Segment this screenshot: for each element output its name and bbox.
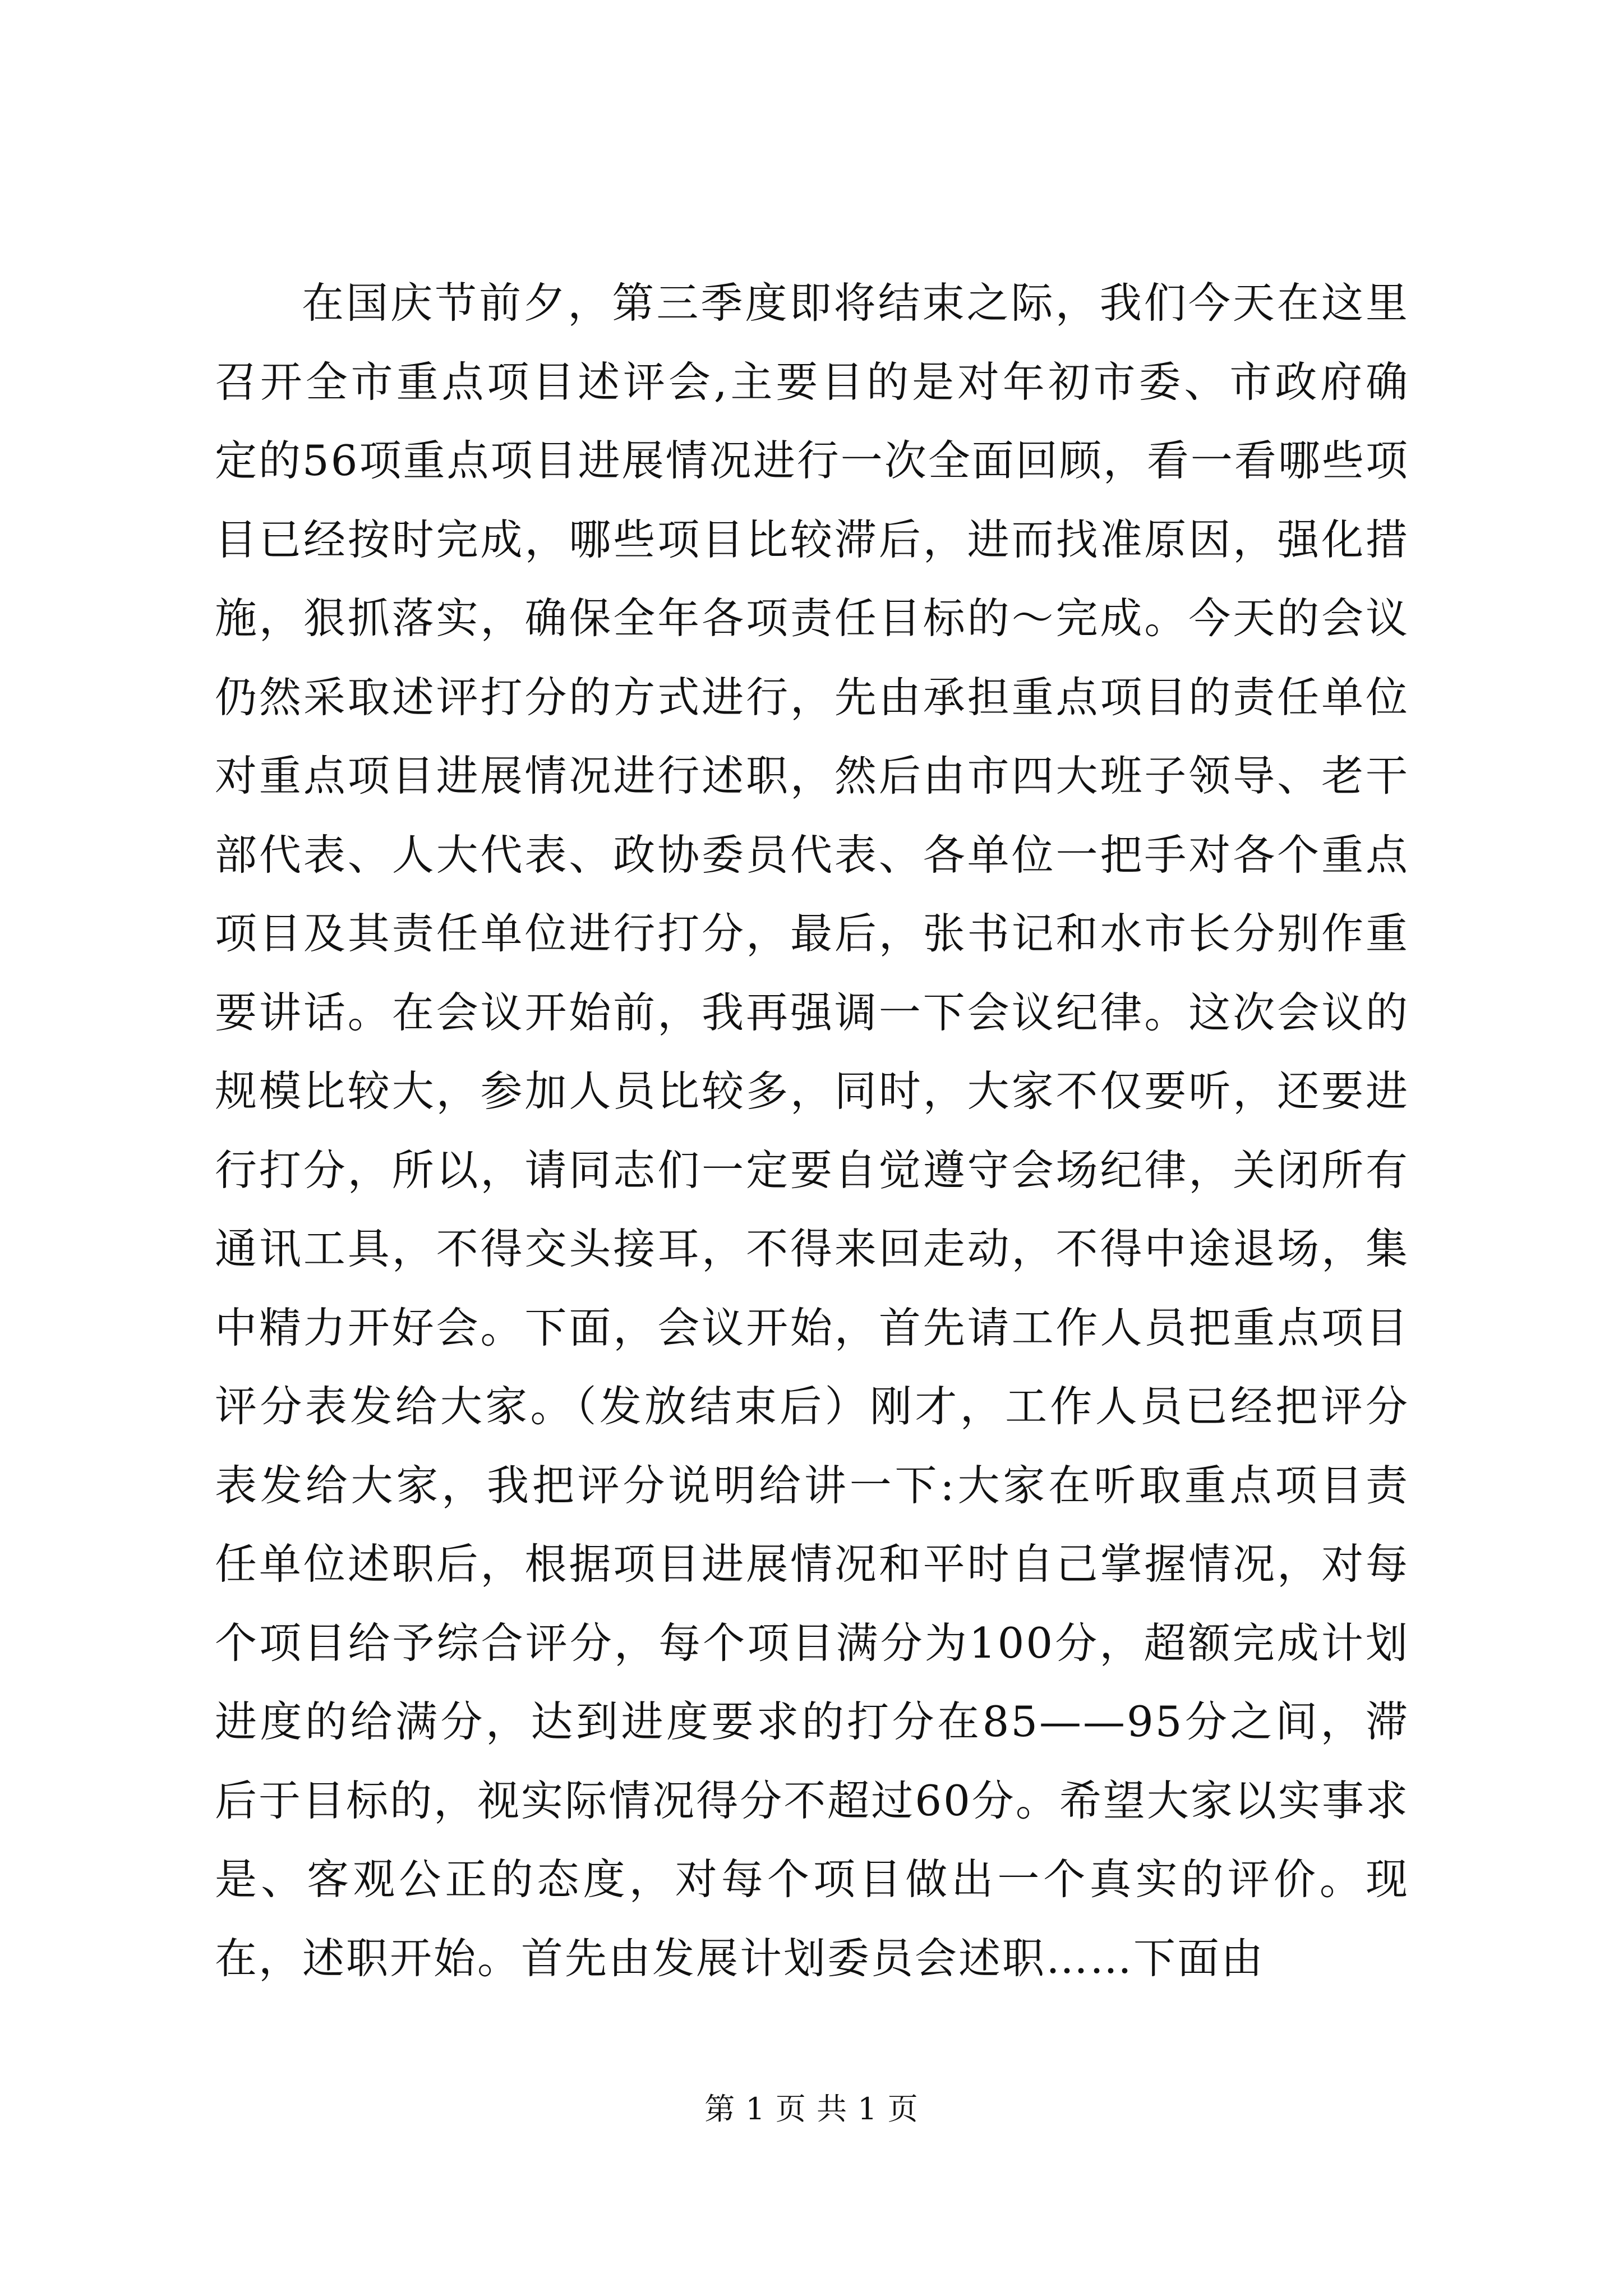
page-footer: 第 1 页 共 1 页	[704, 2091, 919, 2127]
body-paragraph: 在国庆节前夕，第三季度即将结束之际，我们今天在这里召开全市重点项目述评会,主要目的是对年初市委、市政府确定的56项重点项目进展情况进行一次全面回顾，看一看哪些项目已经按时完成，哪些项目比较滞后，进而找准原因，强化措施，狠抓落实，确保全年各项责任目标的～完成。今天的会议仍然采取述评打分的方式进行，先由承担重点项目的责任单位对重点项目进展情况进行述职，然后由市四大班子领导、老干部代表、人大代表、政协委员代表、各单位一把手对各个重点项目及其责任单位进行打分，最后，张书记和水市长分别作重要讲话。在会议开始前，我再强调一下会议纪律。这次会议的规模比较大，参加人员比较多，同时，大家不仅要听，还要进行打分，所以，请同志们一定要自觉遵守会场纪律，关闭所有通讯工具，不得交头接耳，不得来回走动，不得中途退场，集中精力开好会。下面，会议开始，首先请工作人员把重点项目评分表发给大家。（发放结束后）刚才，工作人员已经把评分表发给大家，我把评分说明给讲一下:大家在听取重点项目责任单位述职后，根据项目进展情况和平时自己掌握情况，对每个项目给予综合评分，每个项目满分为100分，超额完成计划进度的给满分，达到进度要求的打分在85——95分之间，滞后于目标的，视实际情况得分不超过60分。希望大家以实事求是、客观公正的态度，对每个项目做出一个真实的评价。现在，述职开始。首先由发展计划委员会述职……下面由	[215, 278, 1409, 1983]
